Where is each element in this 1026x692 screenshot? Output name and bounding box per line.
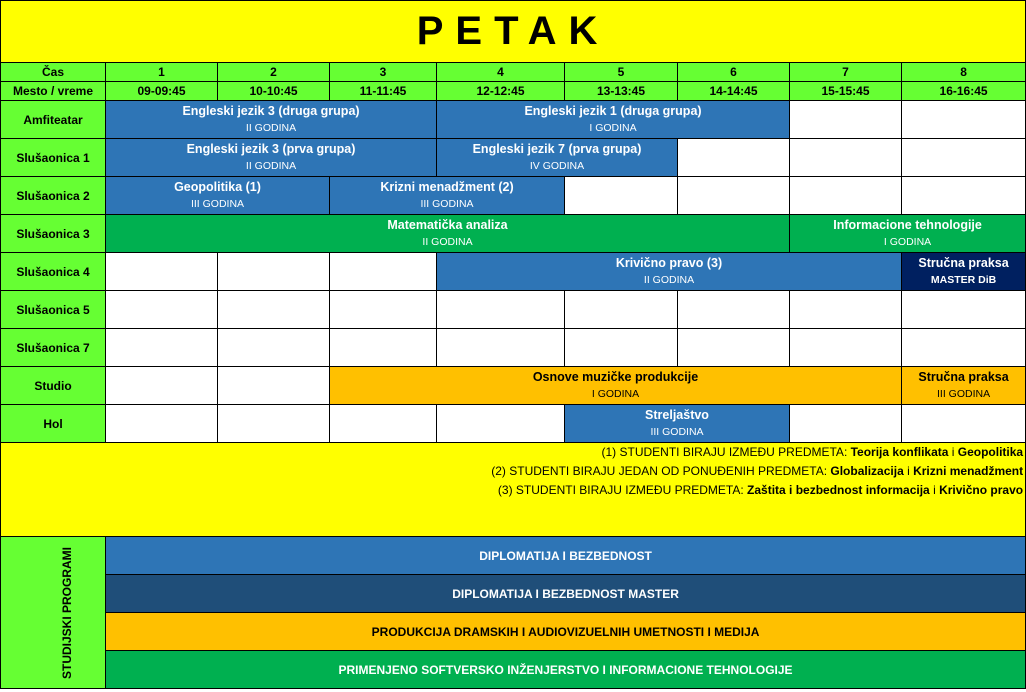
room-row — [1, 139, 1026, 177]
room-row — [1, 367, 1026, 405]
empty-slot — [790, 291, 902, 329]
period-time: 15-15:45 — [790, 82, 902, 101]
program-legend-item: PRODUKCIJA DRAMSKIH I AUDIOVIZUELNIH UMETNOSTI I MEDIJA — [106, 613, 1026, 651]
empty-slot — [218, 329, 330, 367]
empty-slot — [678, 291, 790, 329]
class-year: I GODINA — [883, 236, 932, 248]
room-row — [1, 253, 1026, 291]
empty-slot — [902, 177, 1026, 215]
cas-label: Čas — [1, 63, 106, 82]
room-row — [1, 405, 1026, 443]
empty-slot — [678, 139, 790, 177]
period-number: 7 — [790, 63, 902, 82]
empty-slot — [330, 405, 437, 443]
class-subject: Engleski jezik 1 (druga grupa) — [524, 104, 702, 118]
room-name: Slušaonica 1 — [1, 139, 106, 177]
room-name: Hol — [1, 405, 106, 443]
note-text: (1) STUDENTI BIRAJU IZMEĐU PREDMETA: — [601, 445, 851, 459]
class-year: II GODINA — [245, 160, 297, 172]
note-subject: Globalizacija — [830, 464, 904, 478]
room-name: Slušaonica 3 — [1, 215, 106, 253]
note-line-2 — [1, 462, 1025, 481]
empty-slot — [218, 253, 330, 291]
period-time: 13-13:45 — [565, 82, 678, 101]
class-cell — [106, 139, 437, 177]
empty-slot — [437, 405, 565, 443]
class-cell — [437, 253, 902, 291]
empty-slot — [565, 177, 678, 215]
class-cell — [437, 101, 790, 139]
time-header-row — [1, 82, 1026, 101]
empty-slot — [106, 253, 218, 291]
period-number: 4 — [437, 63, 565, 82]
empty-slot — [902, 101, 1026, 139]
room-row — [1, 291, 1026, 329]
empty-slot — [902, 405, 1026, 443]
period-number: 2 — [218, 63, 330, 82]
empty-slot — [106, 329, 218, 367]
empty-slot — [565, 329, 678, 367]
program-row — [1, 575, 1026, 613]
room-name: Slušaonica 2 — [1, 177, 106, 215]
page-title — [1, 1, 1026, 63]
class-year: IV GODINA — [529, 160, 585, 172]
class-year: MASTER DiB — [930, 274, 997, 286]
empty-slot — [790, 177, 902, 215]
period-time: 09-09:45 — [106, 82, 218, 101]
class-year: II GODINA — [643, 274, 695, 286]
empty-slot — [902, 139, 1026, 177]
empty-slot — [218, 291, 330, 329]
period-number: 1 — [106, 63, 218, 82]
program-legend-item: DIPLOMATIJA I BEZBEDNOST — [106, 537, 1026, 575]
room-row — [1, 177, 1026, 215]
room-name: Slušaonica 5 — [1, 291, 106, 329]
note-subject: Zaštita i bezbednost informacija — [747, 483, 930, 497]
class-subject: Geopolitika (1) — [174, 180, 261, 194]
program-row — [1, 651, 1026, 689]
class-cell — [565, 405, 790, 443]
note-text: i — [929, 483, 940, 497]
mesto-vreme-label: Mesto / vreme — [1, 82, 106, 101]
class-subject: Krizni menadžment (2) — [380, 180, 514, 194]
empty-slot — [106, 291, 218, 329]
class-year: III GODINA — [650, 426, 704, 438]
class-subject: Streljaštvo — [645, 408, 709, 422]
empty-slot — [330, 291, 437, 329]
period-header-row — [1, 63, 1026, 82]
class-subject: Matematička analiza — [387, 218, 508, 232]
class-subject: Engleski jezik 3 (prva grupa) — [186, 142, 356, 156]
period-number: 6 — [678, 63, 790, 82]
period-time: 10-10:45 — [218, 82, 330, 101]
period-number: 5 — [565, 63, 678, 82]
period-time: 16-16:45 — [902, 82, 1026, 101]
room-name: Slušaonica 4 — [1, 253, 106, 291]
class-subject: Engleski jezik 7 (prva grupa) — [472, 142, 642, 156]
empty-slot — [218, 405, 330, 443]
note-text: i — [948, 445, 958, 459]
empty-slot — [902, 329, 1026, 367]
class-year: III GODINA — [420, 198, 474, 210]
class-subject: Engleski jezik 3 (druga grupa) — [182, 104, 360, 118]
program-row — [1, 537, 1026, 575]
period-time: 12-12:45 — [437, 82, 565, 101]
period-number: 3 — [330, 63, 437, 82]
class-cell — [790, 215, 1026, 253]
class-subject: Stručna praksa — [918, 256, 1009, 270]
room-row — [1, 329, 1026, 367]
note-text: (2) STUDENTI BIRAJU JEDAN OD PONUĐENIH PREDMETA: — [491, 464, 831, 478]
empty-slot — [106, 367, 218, 405]
class-year: I GODINA — [591, 388, 640, 400]
class-subject: Informacione tehnologije — [833, 218, 982, 232]
empty-slot — [678, 177, 790, 215]
empty-slot — [437, 329, 565, 367]
class-cell — [902, 253, 1026, 291]
period-number: 8 — [902, 63, 1026, 82]
room-name: Amfiteatar — [1, 101, 106, 139]
empty-slot — [218, 367, 330, 405]
empty-slot — [678, 329, 790, 367]
empty-slot — [330, 329, 437, 367]
programs-label — [1, 537, 106, 689]
class-cell — [106, 177, 330, 215]
period-time: 11-11:45 — [330, 82, 437, 101]
empty-slot — [790, 405, 902, 443]
note-subject: Krivično pravo — [939, 483, 1024, 497]
room-name: Slušaonica 7 — [1, 329, 106, 367]
note-line-3 — [1, 481, 1025, 500]
empty-slot — [790, 329, 902, 367]
note-text: i — [903, 464, 914, 478]
room-name: Studio — [1, 367, 106, 405]
note-text: (3) STUDENTI BIRAJU IZMEĐU PREDMETA: — [497, 483, 748, 497]
class-cell — [902, 367, 1026, 405]
program-legend-item: DIPLOMATIJA I BEZBEDNOST MASTER — [106, 575, 1026, 613]
empty-slot — [790, 139, 902, 177]
class-year: I GODINA — [589, 122, 637, 134]
period-time: 14-14:45 — [678, 82, 790, 101]
room-row — [1, 215, 1026, 253]
class-subject: Stručna praksa — [918, 370, 1009, 384]
room-row — [1, 101, 1026, 139]
class-year: III GODINA — [937, 388, 991, 400]
class-cell — [106, 215, 790, 253]
day-title: PETAK — [416, 9, 610, 53]
class-year: II GODINA — [245, 122, 297, 134]
class-cell — [106, 101, 437, 139]
programs-label-text: STUDIJSKI PROGRAMI — [60, 546, 75, 679]
class-cell — [437, 139, 678, 177]
empty-slot — [790, 101, 902, 139]
note-line-1 — [1, 443, 1025, 462]
note-subject: Teorija konflikata — [850, 445, 949, 459]
class-cell — [330, 177, 565, 215]
empty-slot — [902, 291, 1026, 329]
empty-slot — [106, 405, 218, 443]
note-subject: Krizni menadžment — [913, 464, 1024, 478]
empty-slot — [437, 291, 565, 329]
class-subject: Osnove muzičke produkcije — [532, 370, 699, 384]
empty-slot — [565, 291, 678, 329]
program-legend-item: PRIMENJENO SOFTVERSKO INŽENJERSTVO I INFORMACIONE TEHNOLOGIJE — [106, 651, 1026, 689]
note-subject: Geopolitika — [957, 445, 1024, 459]
class-year: II GODINA — [422, 236, 473, 248]
program-row — [1, 613, 1026, 651]
empty-slot — [330, 253, 437, 291]
notes-block — [1, 443, 1026, 537]
class-cell — [330, 367, 902, 405]
class-subject: Krivično pravo (3) — [615, 256, 723, 270]
class-year: III GODINA — [190, 198, 245, 210]
